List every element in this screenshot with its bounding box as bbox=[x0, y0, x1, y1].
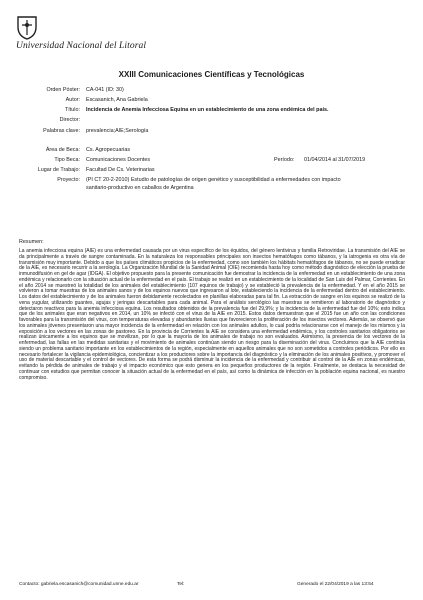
resumen-text: La anemia infecciosa equina (AIE) es una enfermedad causada por un virus específico de los équidos, del género lentivirus y familia Retroviridae. La transmisión del AIE se da principalmente a través de sangre contaminada. En la naturaleza los responsables principales son insectos hematófagos como tábanos, y la iatrogenia es otra vía de transmisión muy importante. Debido a que los países climáticos propicios de la enfermedad, como son también los hábitats hematófagos de tábanos, no se puede erradicar de la AIE, es necesario recurrir a la serología. La Organización Mundial de la Sanidad Animal (OIE) recomienda hasta hoy como método diagnóstico de elección la prueba de inmunodifusión en gel de agar (IDGA). El objetivo propuesto para la presente comunicación fue demostrar la incidencia de la enfermedad en un establecimiento de una zona endémica y relacionarlo con la situación actual de la enfermedad en el país. El trabajo se realizó en un establecimiento de la localidad de San Luis del Palmar, Corrientes. En el año 2014 se muestreó la totalidad de los animales del establecimiento (107 equinos de trabajo) y se estableció la prevalencia de la enfermedad. Y en el año 2015 se volvieron a tomar muestras de los animales sanos y de los equinos nuevos que ingresaron al lote, estableciendo la incidencia de la enfermedad dentro del establecimiento. Los datos del establecimiento y de los animales fueron debidamente recolectados en planillas elaboradas para tal fin. La extracción de sangre en los equinos se realizó de la vena yugular, utilizando guantes, agujas y jeringas descartables para cada animal. Para el análisis serológico las muestras se remitieron al laboratorio de diagnóstico y detectaron reactivos para la anemia infecciosa equina. Los resultados obtenidos de la prevalencia fue del 29,9%; y la incidencia de la enfermedad fue del 10%; esto indica que de los animales que eran negativos en 2014, un 10% se infectó con el virus de la AIE en 2015. Estos datos demuestran que el 2015 fue un año con las condiciones favorables para la transmisión del virus, con temperaturas elevadas y abundantes lluvias que favorecieron la proliferación de los insectos vectores. Además, se observó que los animales jóvenes presentaron una mayor incidencia de la enfermedad en relación con los animales adultos, lo cual podría relacionarse con el manejo de los mismos y la exposición a los vectores en las zonas de pastoreo. En la provincia de Corrientes la AIE se considera una enfermedad endémica, y los controles sanitarios obligatorios se realizan únicamente a los equinos que se movilizan, por lo que la mayoría de los animales de trabajo no son evaluados. Asimismo, la presencia de los vectores de la enfermedad, las fallas en las medidas sanitarias y el movimiento de animales continúan siendo un riesgo para la diseminación del virus. Concluimos que la AIE continúa siendo un problema sanitario importante en los establecimientos de la región, especialmente en aquellos animales que no son sometidos a controles periódicos. Por ello es necesario fortalecer la vigilancia epidemiológica, concientizar a los productores sobre la importancia del diagnóstico y la eliminación de los animales positivos, y promover el uso de material descartable y el control de vectores. De esta forma se podrá disminuir la incidencia de la enfermedad y contribuir al control de la AIE en zonas endémicas, evitando la pérdida de animales de trabajo y el impacto económico que esto genera en los pequeños productores de la región. Finalmente, se destaca la necesidad de continuar con estudios que permitan conocer la situación actual de la enfermedad en el país, así como la dinámica de infección en la población equina nacional, es nuestro compromiso. bbox=[19, 248, 405, 381]
contact-tel: Tel: bbox=[177, 582, 185, 587]
contact-email: Contacto: gabriela.escasanich@comunidad.unne.edu.ar bbox=[19, 582, 139, 587]
proyecto-line-2: sanitario-productivo en caballos de Argentina bbox=[86, 185, 194, 191]
tipo-beca-label: Tipo Beca: bbox=[54, 157, 80, 163]
generated-timestamp: Generado el 22/04/2019 a las 13:54 bbox=[297, 582, 374, 587]
autor-label: Autor: bbox=[65, 97, 80, 103]
palabras-clave-value: prevalencia;AIE;Serología bbox=[86, 128, 149, 134]
lugar-trabajo-value: Facultad De Cs. Veterinarias bbox=[86, 167, 155, 173]
university-name: Universidad Nacional del Litoral bbox=[16, 41, 147, 51]
orden-poster-label: Orden Póster: bbox=[46, 87, 80, 93]
orden-poster-value: CA-041 (ID: 30) bbox=[86, 87, 124, 93]
area-beca-label: Área de Beca: bbox=[45, 147, 80, 153]
resumen-label: Resumen: bbox=[19, 239, 44, 245]
tipo-beca-value: Comunicaciones Docentes bbox=[86, 157, 151, 163]
proyecto-line-1: (PI CT 20-2-2010) Estudio de patologías de origen genético y susceptibilidad a enfermedades con impacto bbox=[86, 177, 341, 183]
crest-icon bbox=[16, 14, 38, 40]
proyecto-label: Proyecto: bbox=[57, 177, 80, 183]
periodo-label: Período: bbox=[274, 157, 295, 163]
palabras-clave-label: Palabras clave: bbox=[43, 128, 80, 134]
lugar-trabajo-label: Lugar de Trabajo: bbox=[37, 167, 80, 173]
event-title: XXIII Comunicaciones Científicas y Tecnológicas bbox=[118, 70, 305, 79]
titulo-value: Incidencia de Anemia Infecciosa Equina en un establecimiento de una zona endémica del país. bbox=[86, 107, 329, 113]
periodo-value: 01/04/2014 al 31/07/2019 bbox=[304, 157, 366, 163]
autor-value: Escasanich, Ana Gabriela bbox=[86, 97, 148, 103]
university-logo bbox=[16, 14, 166, 51]
area-beca-value: Cs. Agropecuarias bbox=[86, 147, 131, 153]
titulo-label: Título: bbox=[65, 107, 80, 113]
director-label: Director: bbox=[59, 117, 80, 123]
